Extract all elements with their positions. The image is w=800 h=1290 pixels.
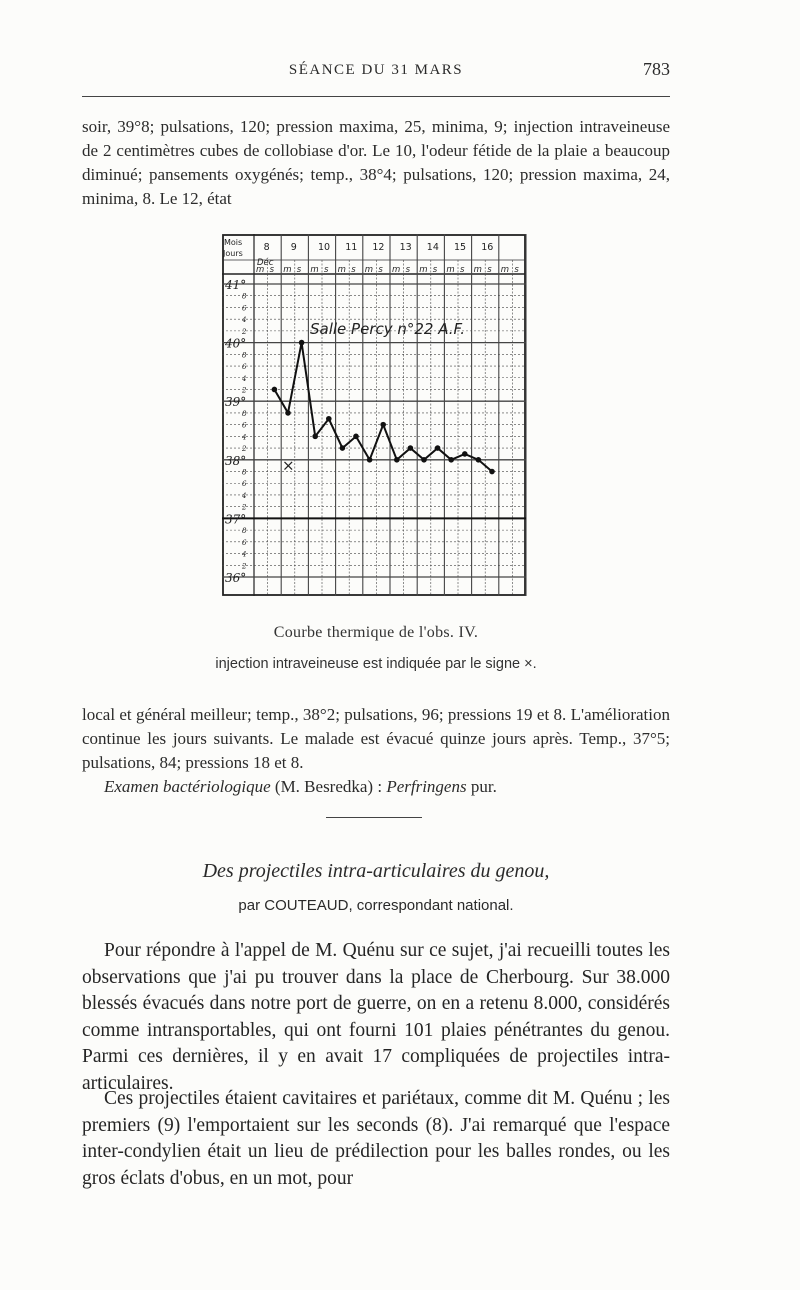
y-tick-label: 2 [242, 386, 247, 395]
y-tick-label: 40° [225, 336, 247, 351]
header-month-value: Déc [257, 258, 274, 268]
header-day-16: 16 [481, 242, 494, 253]
header-ms-label: s [351, 265, 356, 275]
chart-annotation: Salle Percy n°22 A.F. [310, 320, 466, 338]
injection-marker: × [282, 456, 295, 475]
header-ms-label: s [324, 265, 329, 275]
after-figure-text: local et général meilleur; temp., 38°2; pulsations, 96; pressions 19 et 8. L'amélioration continue les jours suivants. Le malade est évacué quinze jours après. Temp., 37°5; pulsations, 84; pressions 18 et 8. [82, 705, 670, 772]
article-paragraph-2: Ces projectiles étaient cavitaires et pariétaux, comme dit M. Quénu ; les premiers (9) l'emportaient sur les seconds (8). J'ai remarqué que l'espace inter-condylien était un lieu de prédilection pour les balles rondes, ou les gros éclats d'obus, en un mot, pour [82, 1088, 670, 1189]
temperature-point [380, 422, 386, 428]
temperature-point [312, 434, 318, 440]
chart-y-labels [224, 278, 247, 585]
header-ms-label: s [487, 265, 492, 275]
header-ms-label: s [405, 265, 411, 275]
temperature-point [285, 410, 291, 416]
y-tick-label: 41° [225, 278, 247, 292]
article-paragraph-1: Pour répondre à l'appel de M. Quénu sur ce sujet, j'ai recueilli toutes les observations que j'ai pu trouver dans la place de Cherbourg. Sur 38.000 blessés évacués dans notre port de guerre, on en a retenu 8.000, considérés comme intransportables, qui ont fourni 101 plaies pénétrantes du genou. Parmi ces dernières, il y en avait 17 compliquées de projectiles intra-articulaires. [82, 940, 670, 1094]
article-title: Des projectiles intra-articulaires du genou, [202, 860, 550, 882]
header-ms-label: m [392, 265, 401, 275]
exam-result: Perfringens [386, 777, 467, 796]
temperature-line [274, 343, 492, 472]
section-separator [326, 817, 422, 818]
y-tick-label: 8 [242, 409, 247, 418]
temperature-point [353, 434, 359, 440]
y-tick-label: 36° [225, 571, 247, 585]
y-tick-label: 39° [225, 395, 247, 410]
header-ms-label: m [310, 265, 319, 275]
header-ms-label: m [500, 265, 510, 275]
after-figure-paragraph [82, 703, 670, 799]
figure-caption-note: injection intraveineuse est indiquée par le signe ×. [215, 656, 537, 672]
chart-series [272, 340, 495, 475]
header-rule [82, 96, 670, 97]
header-ms-label: m [419, 265, 428, 275]
header-ms-label: s [296, 265, 302, 275]
header-ms-label: s [378, 265, 383, 275]
chart-frame [223, 235, 525, 595]
header-ms-label: s [460, 265, 465, 275]
temperature-point [435, 445, 441, 451]
header-ms-label: m [446, 265, 455, 275]
chart-header [222, 238, 519, 275]
header-ms-label: s [514, 265, 519, 275]
exam-label: Examen bactériologique [104, 777, 271, 796]
y-tick-label: 4 [242, 374, 247, 383]
y-tick-label: 4 [242, 316, 247, 325]
header-day-15: 15 [454, 242, 467, 253]
header-day-13: 13 [399, 242, 412, 253]
top-paragraph: soir, 39°8; pulsations, 120; pression maxima, 25, minima, 9; injection intraveineuse de 2 centimètres cubes de collobiase d'or. Le 10, l'odeur fétide de la plaie a beaucoup diminué; pansements oxygénés; temp., 38°4; pulsations, 120; pression maxima, 24, minima, 8. Le 12, état [82, 117, 670, 208]
temperature-point [367, 457, 373, 463]
y-tick-label: 4 [242, 491, 247, 500]
header-ms-label: s [432, 265, 438, 275]
y-tick-label: 2 [242, 327, 247, 336]
header-months-label: Mois [224, 238, 243, 247]
page-number: 783 [643, 59, 670, 79]
temperature-point [476, 457, 482, 463]
temperature-point [448, 457, 454, 463]
temperature-point [394, 457, 400, 463]
y-tick-label: 2 [242, 562, 247, 571]
temperature-point [421, 457, 427, 463]
exam-result-tail: pur. [466, 777, 497, 796]
temperature-point [299, 340, 305, 346]
header-day-8: 8 [263, 242, 270, 253]
temperature-point [340, 445, 346, 451]
y-tick-label: 6 [242, 304, 247, 313]
y-tick-label: 8 [242, 468, 247, 477]
running-title: SÉANCE DU 31 MARS [288, 62, 464, 78]
header-ms-label: s [269, 265, 275, 275]
y-tick-label: 4 [242, 550, 247, 559]
header-day-10: 10 [318, 242, 331, 253]
y-tick-label: 2 [242, 445, 247, 454]
y-tick-label: 6 [242, 538, 247, 547]
running-header [82, 58, 670, 84]
figure-caption-title: Courbe thermique de l'obs. IV. [273, 624, 479, 641]
header-ms-label: m [283, 265, 292, 275]
y-tick-label: 6 [242, 363, 247, 372]
header-ms-label: m [473, 265, 482, 275]
header-day-12: 12 [372, 242, 385, 253]
y-tick-label: 4 [242, 433, 247, 442]
temperature-chart [222, 234, 528, 598]
y-tick-label: 8 [242, 527, 247, 536]
y-tick-label: 37° [225, 512, 247, 527]
y-tick-label: 2 [242, 503, 247, 512]
header-day-11: 11 [345, 242, 358, 253]
temperature-point [462, 451, 468, 457]
y-tick-label: 8 [242, 351, 247, 360]
temperature-point [408, 445, 414, 451]
y-tick-label: 8 [242, 292, 247, 301]
y-tick-label: 38° [225, 453, 247, 468]
temperature-point [272, 387, 278, 393]
exam-author: (M. Besredka) : [270, 777, 387, 796]
header-ms-label: m [337, 265, 346, 275]
y-tick-label: 6 [242, 421, 247, 430]
temperature-chart-svg [222, 234, 528, 598]
temperature-point [326, 416, 332, 422]
y-tick-label: 6 [242, 480, 247, 489]
header-ms-label: m [256, 265, 265, 275]
header-day-9: 9 [290, 242, 297, 253]
chart-grid [222, 234, 526, 596]
header-ms-label: m [364, 265, 374, 275]
header-day-14: 14 [426, 242, 439, 253]
temperature-point [489, 469, 495, 475]
article-byline: par COUTEAUD, correspondant national. [238, 897, 514, 914]
header-days-label: Jours [223, 249, 243, 258]
